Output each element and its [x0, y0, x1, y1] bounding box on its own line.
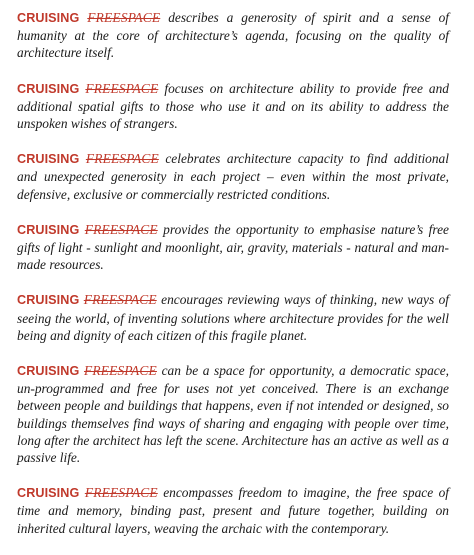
paragraph-text: celebrates architecture capacity to find additional and unexpected generosity in each project – even within the most private, defensive, exclusive or commercially restricted conditions.	[17, 151, 449, 202]
brand-word-cruising: CRUISING	[17, 11, 80, 25]
manifesto-paragraph-4	[17, 221, 449, 274]
manifesto-paragraph-6	[17, 362, 449, 466]
brand-word-freespace: FREESPACE	[83, 292, 157, 308]
manifesto-paragraph-3	[17, 150, 449, 203]
brand-word-freespace: FREESPACE	[84, 221, 158, 237]
brand-name	[17, 10, 160, 25]
brand-name	[17, 292, 157, 307]
brand-name	[17, 81, 158, 96]
manifesto-paragraph-5	[17, 291, 449, 344]
manifesto-document	[17, 9, 449, 555]
brand-name	[17, 363, 157, 378]
brand-word-freespace: FREESPACE	[87, 10, 161, 25]
paragraph-text: encompasses freedom to imagine, the free space of time and memory, binding past, present and future together, building on inherited cultural layers, weaving the archaic with the contemporary.	[17, 485, 449, 536]
manifesto-paragraph-1	[17, 9, 449, 62]
brand-word-cruising: CRUISING	[17, 81, 80, 96]
brand-word-freespace: FREESPACE	[84, 485, 158, 501]
brand-name	[17, 151, 159, 166]
paragraph-text: describes a generosity of spirit and a sense of humanity at the core of architecture’s agenda, focusing on the quality of architecture itself.	[17, 10, 449, 61]
brand-word-freespace: FREESPACE	[85, 80, 159, 96]
brand-word-freespace: FREESPACE	[85, 151, 159, 167]
manifesto-paragraph-2	[17, 80, 449, 133]
paragraph-text: focuses on architecture ability to provide free and additional spatial gifts to those who use it and on its ability to address the unspoken wishes of strangers.	[17, 80, 449, 132]
brand-name	[17, 485, 158, 500]
manifesto-paragraph-7	[17, 484, 449, 537]
paragraph-text: provides the opportunity to emphasise nature’s free gifts of light - sunlight and moonlight, air, gravity, materials - natural and man-made resources.	[17, 221, 449, 273]
brand-word-cruising: CRUISING	[17, 486, 80, 501]
brand-word-cruising: CRUISING	[17, 293, 80, 308]
brand-name	[17, 222, 158, 237]
paragraph-text: encourages reviewing ways of thinking, new ways of seeing the world, of inventing solutions where architecture provides for the well being and dignity of each citizen of this fragile planet.	[17, 292, 449, 343]
brand-word-cruising: CRUISING	[17, 364, 80, 379]
brand-word-cruising: CRUISING	[17, 152, 80, 167]
brand-word-cruising: CRUISING	[17, 222, 80, 237]
paragraph-text: can be a space for opportunity, a democratic space, un-programmed and free for uses not yet conceived. There is an exchange between people and buildings that happens, even if not intended or designed, so buildings themselves find ways of sharing and engaging with people over time, long after the architect has left the scene. Architecture has an active as well as a passive life.	[17, 363, 449, 466]
brand-word-freespace: FREESPACE	[83, 363, 157, 379]
